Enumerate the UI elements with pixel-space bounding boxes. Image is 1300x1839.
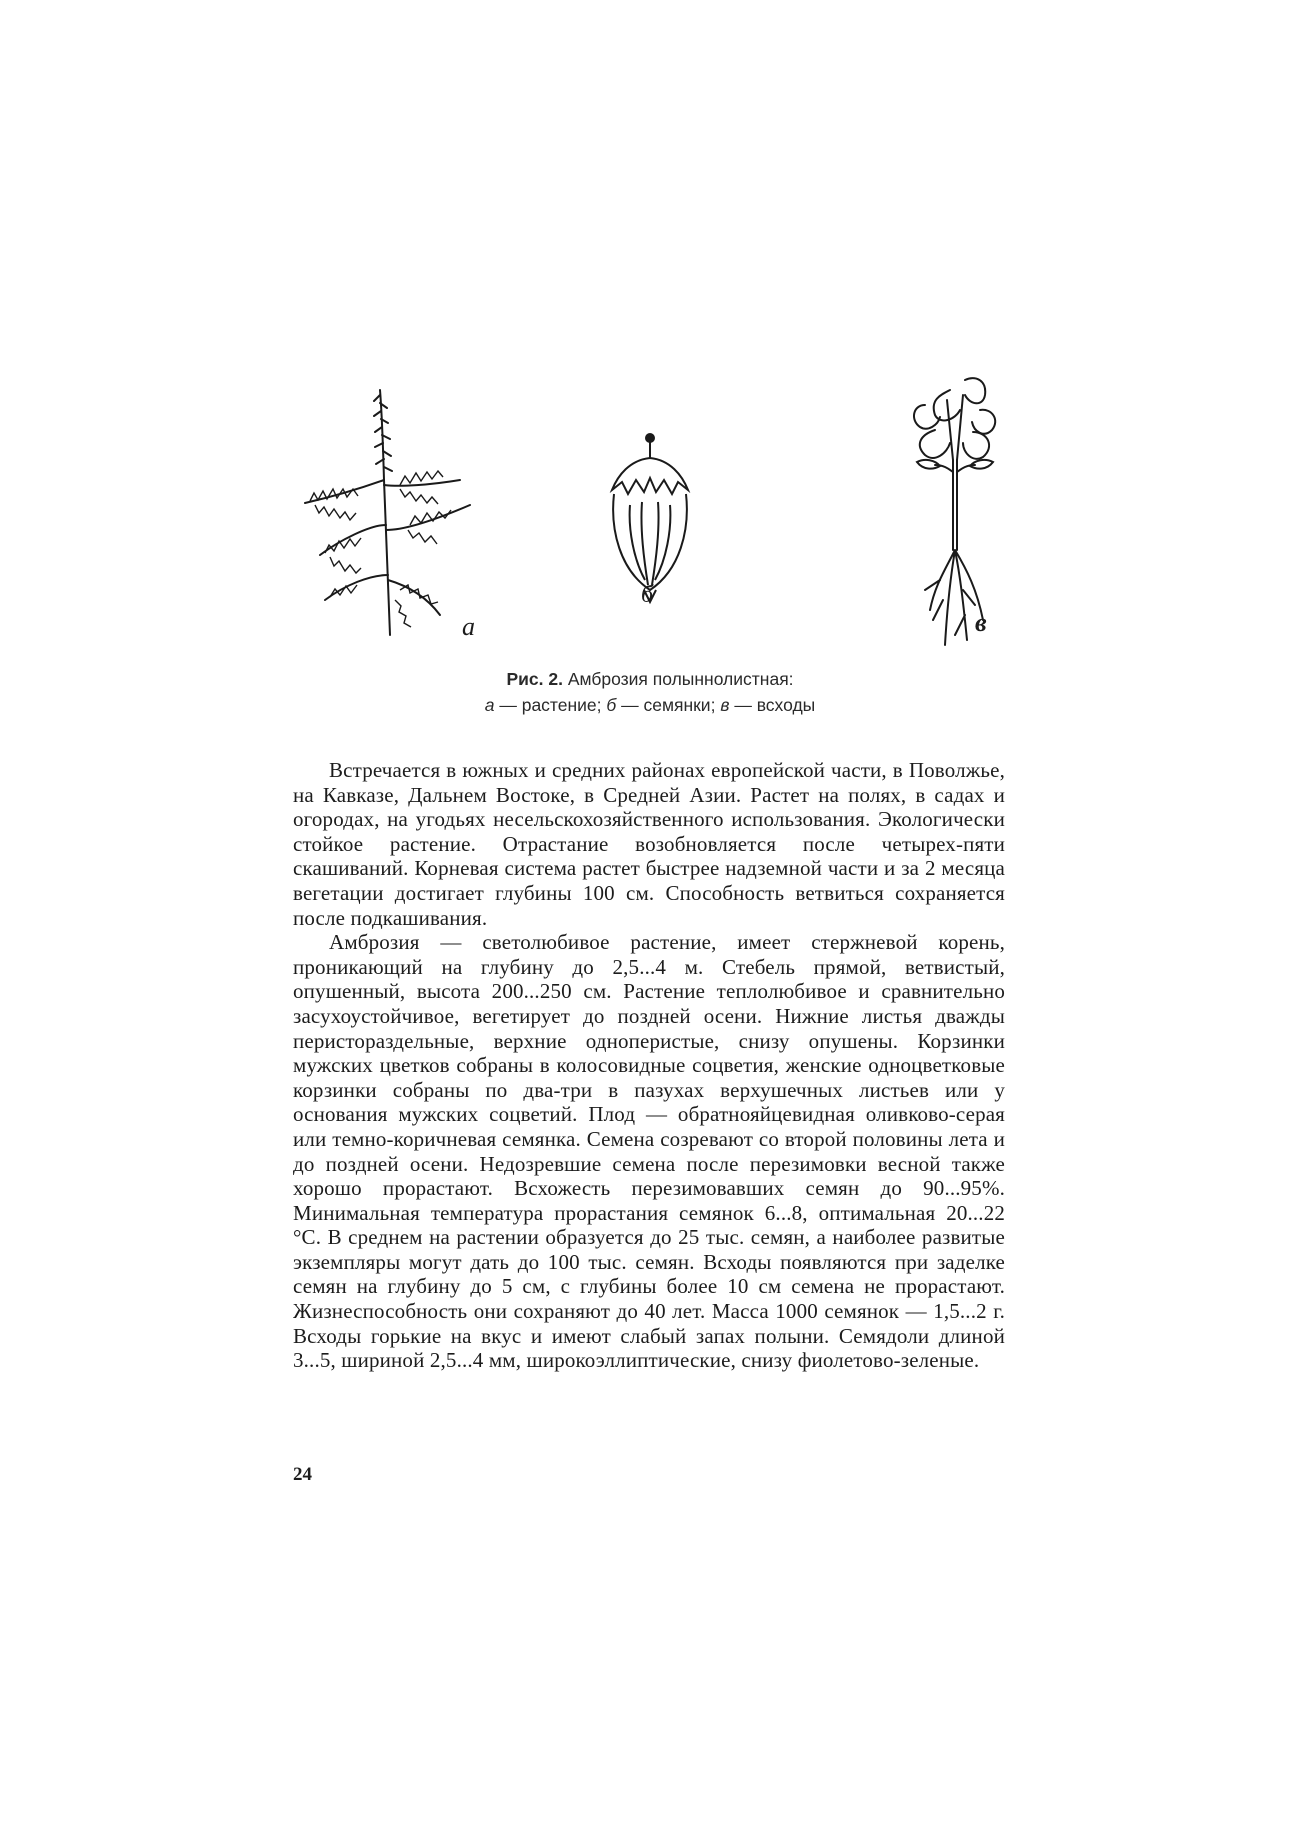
caption-item-text: — всходы bbox=[734, 695, 816, 715]
ragweed-plant-drawing bbox=[300, 385, 480, 640]
seedling-drawing bbox=[895, 370, 1020, 650]
caption-item-text: — растение; bbox=[499, 695, 602, 715]
body-text bbox=[293, 758, 1005, 1373]
caption-title: Амброзия полыннолистная: bbox=[567, 669, 794, 689]
caption-line-1 bbox=[290, 666, 1010, 692]
caption-item-letter: а bbox=[484, 695, 495, 715]
figure bbox=[290, 370, 1020, 650]
caption-line-2 bbox=[290, 692, 1010, 718]
figure-caption bbox=[290, 666, 1010, 718]
caption-item-letter: в bbox=[720, 695, 730, 715]
paragraph: Встречается в южных и средних районах европейской части, в Поволжье, на Кавказе, Дальнем Востоке, в Средней Азии. Растет на полях, в садах и огородах, на угодьях несельскохозяйственного использования. Экологически стойкое растение. Отрастание возобновляется после четырех-пяти скашиваний. Корневая система растет быстрее надземной части и за 2 месяца вегетации достигает глубины 100 см. Способность ветвиться сохраняется после подкашивания. bbox=[293, 758, 1005, 930]
figure-letter-c: в bbox=[975, 608, 987, 637]
paragraph: Амброзия — светолюбивое растение, имеет стержневой корень, проникающий на глубину до 2,5...4 м. Стебель прямой, ветвистый, опушенный, высота 200...250 см. Растение теплолюбивое и сравнительно засухоустойчивое, вегетирует до поздней осени. Нижние листья дважды перистораздельные, верхние одноперистые, снизу опушены. Корзинки мужских цветков собраны в колосовидные соцветия, женские одноцветковые корзинки собраны по два-три в пазухах верхушечных листьев или у основания мужских соцветий. Плод — обратнояйцевидная оливково-серая или темно-коричневая семянка. Семена созревают со второй половины лета и до поздней осени. Недозревшие семена после перезимовки весной также хорошо прорастают. Всхожесть перезимовавших семян до 90...95%. Минимальная температура прорастания семянок 6...8, оптимальная 20...22 °С. В среднем на растении образуется до 25 тыс. семян, а наиболее развитые экземпляры могут дать до 100 тыс. семян. Всходы появляются при заделке семян на глубину до 5 см, с глубины более 10 см семена не прорастают. Жизнеспособность они сохраняют до 40 лет. Масса 1000 семянок — 1,5...2 г. Всходы горькие на вкус и имеют слабый запах полыни. Семядоли длиной 3...5, шириной 2,5...4 мм, широкоэллиптические, снизу фиолетово-зеленые. bbox=[293, 930, 1005, 1373]
caption-label: Рис. 2. bbox=[506, 669, 563, 689]
figure-letter-b: б bbox=[641, 582, 654, 608]
caption-item-letter: б bbox=[606, 695, 617, 715]
figure-letter-a: а bbox=[462, 612, 475, 641]
caption-item-text: — семянки; bbox=[621, 695, 716, 715]
page-number: 24 bbox=[293, 1464, 312, 1485]
